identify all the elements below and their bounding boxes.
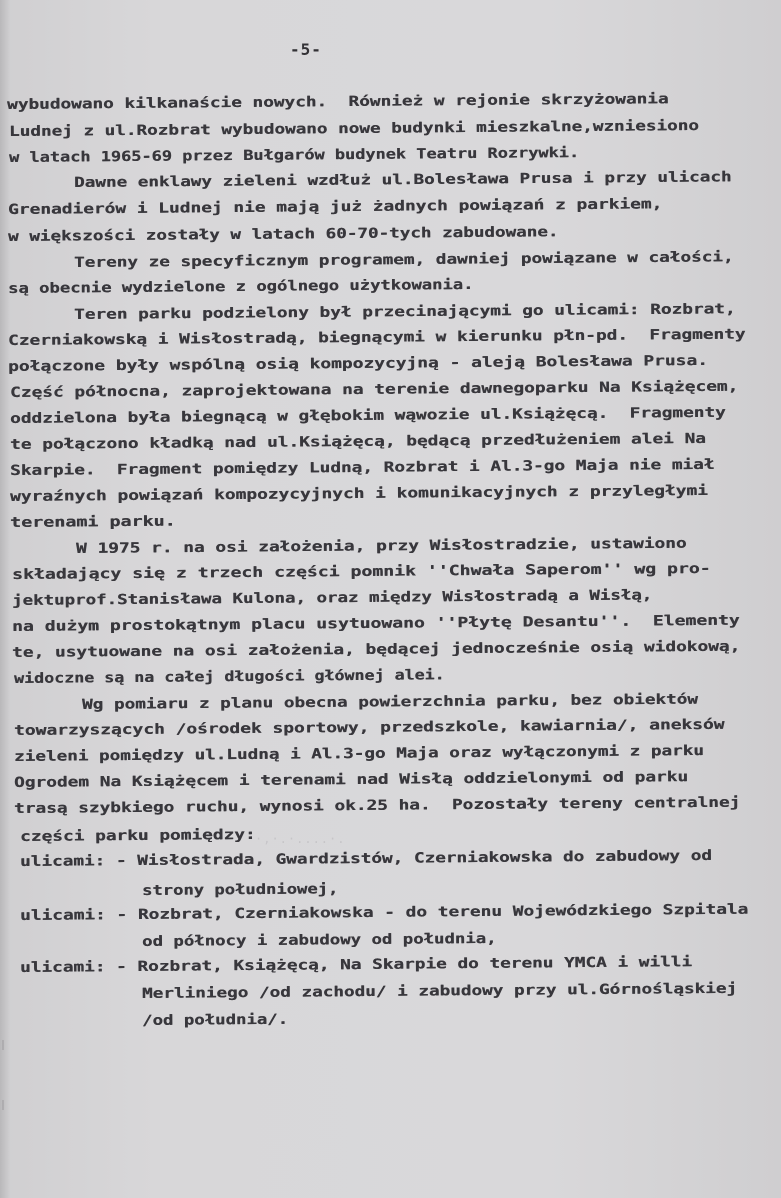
text-line-10: Czerniakowską i Wisłostradą, biegnącymi w kierunku płn-pd. Fragmenty [7,326,746,349]
text-line-7: Tereny ze specyficznym programem, dawniej powiązane w całości, [73,249,734,271]
list-line-1: ulicami: - Wisłostrada, Gwardzistów, Czerniakowska do zabudowy od [19,847,712,870]
text-line-26: zieleni pomiędzy ul.Ludną i Al.3-go Maja oraz wyłączonymi z parku [13,742,704,765]
page-edge-mark [2,1100,10,1110]
show-through-text: ·,·.·....·. [255,832,346,846]
list-line-3: ulicami: - Rozbrat, Książęcą, Na Skarpie do terenu YMCA i willi [19,954,693,976]
text-line-18: W 1975 r. na osi założenia, przy Wisłostradzie, ustawiono [75,535,687,557]
text-line-20: jektuprof.Stanisława Kulona, oraz między Wisłostradą a Wisłą, [11,587,653,609]
text-line-25: towarzyszących /ośrodek sportowy, przedszkole, kawiarnia/, aneksów [13,716,725,739]
list-line-3-end: /od południa/. [141,1011,289,1029]
text-line-13: oddzielona była biegnącą w głębokim wąwozie ul.Książęcą. Fragmenty [9,404,726,427]
text-line-28: trasą szybkiego ruchu, wynosi ok.25 ha. Pozostały tereny centralnej [13,794,741,817]
list-line-2-continuation: od północy i zabudowy od południa, [141,930,497,950]
page-edge-shadow [0,0,10,1198]
text-line-14: te połączono kładką nad ul.Książęcą, będącą przedłużeniem alei Na [9,430,706,453]
text-line-19: składający się z trzech części pomnik ''Chwała Saperom'' wg pro- [11,560,711,583]
text-line-15: Skarpie. Fragment pomiędzy Ludną, Rozbrat i Al.3-go Maja nie miał [9,456,715,479]
text-line-1: wybudowano kilkanaście nowych. Również w rejonie skrzyżowania [6,91,669,113]
text-line-11: połączone były wspólną osią kompozycyjną - aleją Bolesława Prusa. [7,352,708,375]
text-line-22: te, usytuowane na osi założenia, będącej jednocześnie osią widokową, [11,638,741,661]
text-line-5: Grenadierów i Ludnej nie mają już żadnych powiązań z parkiem, [7,196,663,218]
list-line-3-continuation: Merliniego /od zachodu/ i zabudowy przy ul.Górnośląskiej [141,980,738,1002]
list-line-2: ulicami: - Rozbrat, Czerniakowska - do terenu Wojewódzkiego Szpitala [19,901,749,924]
text-line-29: części parku pomiędzy: [19,826,256,845]
text-line-12: Część północna, zaprojektowana na terenie dawnegoparku Na Książęcem, [9,378,739,401]
text-line-2: Ludnej z ul.Rozbrat wybudowano nowe budynki mieszkalne,wzniesiono [8,117,699,140]
text-line-6: w większości zostały w latach 60-70-tych zabudowane. [7,224,559,245]
text-line-9: Teren parku podzielony był przecinającymi go ulicami: Rozbrat, [73,301,736,323]
text-line-23: widoczne są na całej długości głównej alei. [13,667,445,687]
text-line-21: na dużym prostokątnym placu usytuowano ''Płytę Desantu''. Elementy [11,612,740,635]
text-line-17: terenami parku. [9,513,176,531]
text-line-24: Wg pomiaru z planu obecna powierzchnia parku, bez obiektów [81,691,698,713]
list-line-1-continuation: strony południowej, [141,881,339,899]
text-line-27: Ogrodem Na Książęcem i terenami nad Wisłą oddzielonymi od parku [13,769,689,791]
text-line-3: w latach 1965-69 przez Bułgarów budynek Teatru Rozrywki. [8,145,580,166]
page-number: -5- [290,40,322,59]
page-edge-mark [2,1040,10,1050]
text-line-8: są obecnie wydzielone z ogólnego użytkowania. [7,276,474,297]
text-line-4: Dawne enklawy zieleni wzdłuż ul.Bolesława Prusa i przy ulicach [73,169,732,191]
text-line-16: wyraźnych powiązań kompozycyjnych i komunikacyjnych z przyległymi [9,482,708,505]
